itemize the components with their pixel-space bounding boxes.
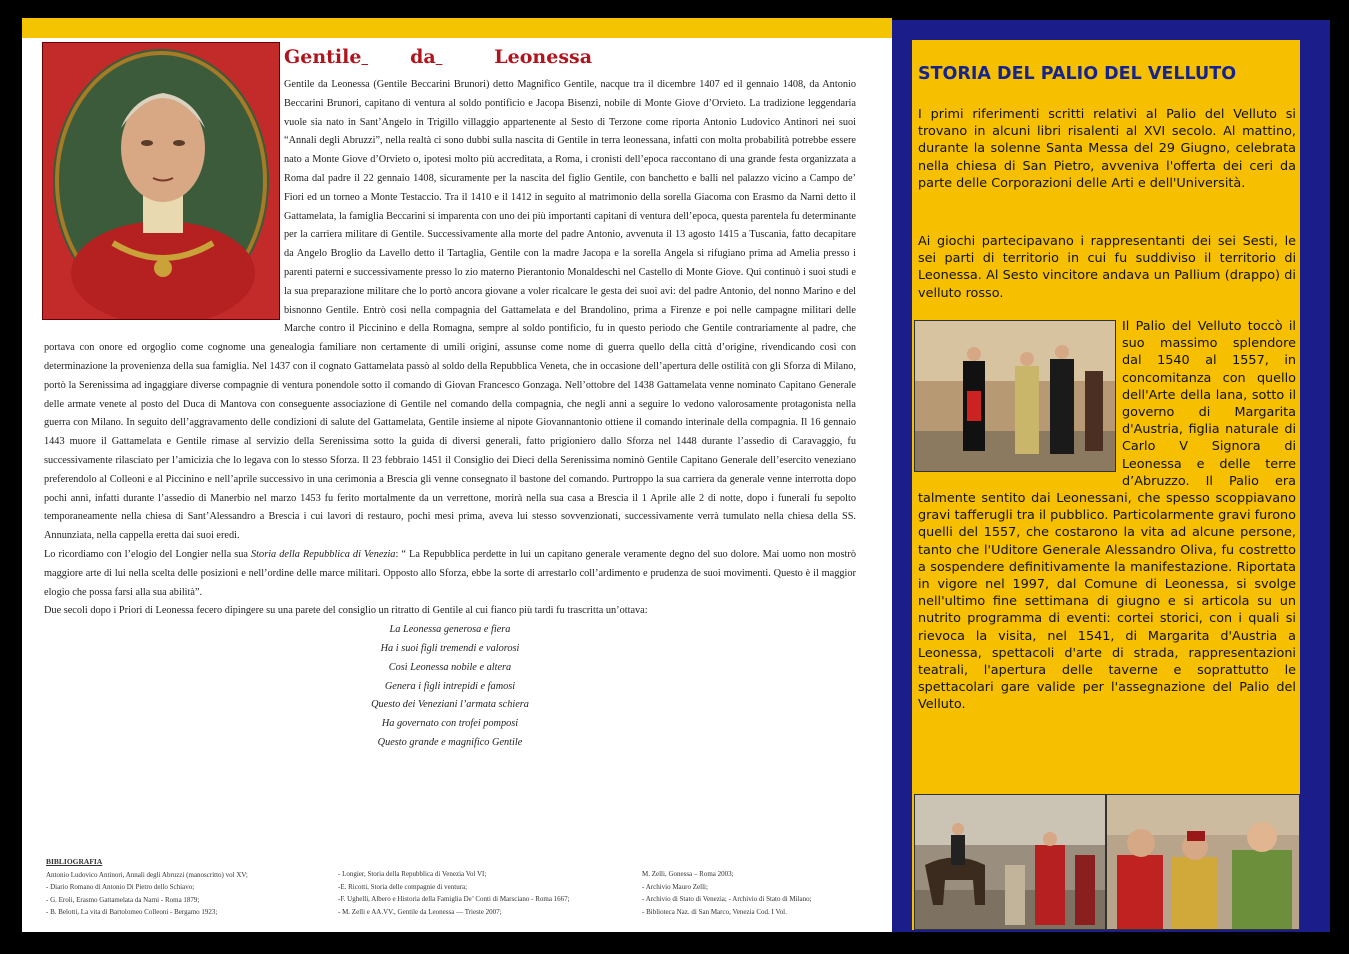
bibliography-col-3 bbox=[642, 868, 882, 918]
bio-title-word-1: Gentile bbox=[284, 46, 362, 68]
bibliography-item: - M. Zelli e AA.VV., Gentile da Leonessa — Trieste 2007; bbox=[338, 907, 502, 916]
yellow-strip bbox=[22, 18, 892, 38]
ottava-line: Questo grande e magnifico Gentile bbox=[377, 736, 523, 748]
palio-paragraph-3-wrap bbox=[918, 318, 1296, 714]
ottava-line: Genera i figli intrepidi e famosi bbox=[384, 680, 516, 692]
palio-paragraph-3: Il Palio del Velluto toccò il suo massimo splendore dal 1540 al 1557, in concomitanza con quello dell'Arte della lana, sotto il governo di Margarita d'Austria, figlia naturale di Carlo V Signora di Leonessa e delle terre d’Abruzzo. Il Palio era talmente sentito dai Leonessani, che spesso scoppiavano gravi tafferugli tra il pubblico. Particolarmente gravi furono quelli del 1557, che costarono la vita ad alcune persone, tanto che l'Uditore Generale Alessandro Oliva, fu costretto a sospendere definitivamente la manifestazione. Riportata in vigore nel 1997, dal Comune di Leonessa, si svolge nell'ultimo fine settimana di giugno e si articola su un nutrito programma di eventi: cortei storici, con i quali si rievoca la visita, nel 1541, di Margarita d'Austria a Leonessa, spettacoli d'arte di strada, rappresentazioni teatrali, l'apertura delle taverne e soprattutto le spettacolari gare valide per l'assegnazione del Palio del Velluto. bbox=[918, 319, 1296, 713]
costume-photo bbox=[1106, 794, 1300, 930]
left-sheet bbox=[22, 18, 892, 932]
ottava-line: La Leonessa generosa e fiera bbox=[389, 624, 511, 636]
bibliography-item: - Longier, Storia della Repubblica di Venezia Vol VI; bbox=[338, 870, 487, 878]
bibliography-item: - Diario Romano di Antonio Di Pietro dello Schiavo; bbox=[46, 883, 195, 892]
bibliography-item: -E. Ricotti, Storia delle compagnie di ventura; bbox=[338, 882, 468, 891]
bibliography-item: M. Zelli, Gonessa – Roma 2003; bbox=[642, 870, 734, 878]
longier-paragraph bbox=[44, 546, 856, 602]
ottava-line: Ha i suoi figli tremendi e valorosi bbox=[380, 642, 520, 654]
ottava-line: Ha governato con trofei pomposi bbox=[381, 718, 519, 730]
horse-photo bbox=[914, 794, 1106, 930]
bibliography-item: -F. Ughelli, Albero e Historia della Famiglia De’ Conti di Marsciano - Roma 1667; bbox=[338, 895, 570, 904]
bio-paragraph: Gentile da Leonessa (Gentile Beccarini Brunori) detto Magnifico Gentile, nacque tra il dicembre 1407 ed il gennaio 1408, da Antonio Beccarini Brunori, capitano di ventura al soldo pontificio e Jacopa Bisenzi, nobile di Monte Giove d’Orvieto. La tradizione leggendaria vuole sia nato in Sant’Angelo in Trigillo villaggio appartenente al Sesto di Terzone come riporta Antonio Ludovico Antinori nei suoi “Annali degli Abruzzi”, nella realtà ci sono dubbi sulla nascita di Gentile in terra leonessana, infatti con molta probabilità potrebbe essere nato a Monte Giove d’Orvieto o, ipotesi molto più accreditata, a Roma, i cronisti dell’epoca raccontano di una grande festa organizzata a Roma dal padre il 22 gennaio 1408, sicuramente per la nascita del figlio Gentile, con banchetto e balli nel palazzo vicino a Campo de’ Fiori ed un torneo a Monte Testaccio. Tra il 1410 e il 1412 in seguito al matrimonio della sorella Giacoma con Erasmo da Narni detto il Gattamelata, la famiglia Beccarini si imparenta con uno dei più importanti capitani di ventura dell’epoca, questa parentela fu determinante per la carriera militare di Gentile. Successivamente alla morte del padre Antonio, avvenuta il 13 agosto 1415 a Tuscania, fatto decapitare da Angelo Broglio da Lavello detto il Tartaglia, Gentile con la madre Jacopa e la sorella Angela si rifugiano prima ad Amelia presso i parenti paterni e successivamente presso lo zio materno Pierantonio Monaldeschi nel Castello di Monte Giove. Qui continuò i suoi studi e la sua preparazione militare che lo portò ancora giovane a voler ricalcare le gesta dei suoi avi: del padre Antonio, del nonno Marino e del bisnonno Gentile. Entrò così nella compagnia del Gattamelata e del Brandolino, prima a Firenze e poi nelle campagne militari delle Marche contro il Piccinino e della Romagna, sempre al soldo pontificio, fu in questo periodo che Gentile contrariamente al padre, che portava con onore ed orgoglio come cognome una genealogia familiare non certamente di umili origini, assunse come nome di guerra quello della città d’origine, rivendicando così con determinazione la provenienza della sua famiglia. Nel 1437 con il cognato Gattamelata passò al soldo della Repubblica Veneta, che in occasione dell’apertura delle ostilità con gli Sforza di Milano, portò la Serenissima ad ingaggiare diverse compagnie di ventura ponendole sotto il comando di Giovan Francesco Gonzaga. Nell’ottobre del 1438 Gattamelata venne nominato Capitano Generale delle armate venete al posto del Duca di Mantova con conseguente associazione di Gentile nel comando della compagnia, che negli anni a seguire lo vedono valorosamente protagonista nella guerra con Milano. In seguito dell’aggravamento delle condizioni di salute del Gattamelata, Gentile insieme al nipote Giovannantonio ottiene il comando interinale della compagnia. Il 16 gennaio 1443 muore il Gattamelata e Gentile rimase al servizio della Serenissima sotto la guida di diversi generali, fatto prigioniero dallo Sforza nel 1448 durante l’assedio di Caravaggio, fu successivamente rilasciato per l’amicizia che lo legava con lo stesso Sforza. Il 23 febbraio 1451 il Consiglio dei Dieci della Serenissima nominò Gentile Capitano Generale dell’esercito veneziano preferendolo al Colleoni e al Piccinino e nell’aprile successivo in una cerimonia a Brescia gli venne consegnato il bastone del comando. Purtroppo la sua carriera da generale venne interrotta dopo pochi anni, infatti durante l’assedio di Manerbio nel marzo 1453 fu ferito mortalmente da un verrettone, morirà nella sua casa a Brescia il 1 Aprile alle 2 di notte, dopo i funerali fu sepolto temporaneamente nella chiesa di Sant’Alessandro a Brescia i cui lavori di restauro, pochi mesi prima, aveva lui stesso sovvenzionati, successivamente verrà tumulato nella chiesa della SS. Annunziata, nella cappella eretta dai suoi eredi. bbox=[44, 79, 856, 542]
bibliography-item: - Biblioteca Naz. di San Marco, Venezia Cod. I Vol. bbox=[642, 907, 787, 916]
bio-title bbox=[284, 46, 593, 68]
bibliography-col-2 bbox=[338, 868, 638, 918]
longier-work: Storia della Repubblica di Venezia bbox=[251, 548, 396, 560]
ottava-line: Così Leonessa nobile e altera bbox=[388, 661, 512, 673]
bio-title-word-3: Leonessa bbox=[494, 46, 593, 68]
ottava-line: Questo dei Veneziani l’armata schiera bbox=[371, 699, 529, 711]
palio-paragraph-1: I primi riferimenti scritti relativi al Palio del Velluto si trovano in alcuni libri risalenti al XVI secolo. Al mattino, durante la solenne Santa Messa del 29 Giugno, celebrata nella chiesa di San Pietro, avveniva l'offerta dei ceri da parte delle Corporazioni delle Arti e dell'Università. bbox=[918, 107, 1296, 191]
bibliography-item: - G. Eroli, Erasmo Gattamelata da Narni - Roma 1879; bbox=[46, 895, 200, 904]
bibliography-item: - Archivio di Stato di Venezia; - Archivio di Stato di Milano; bbox=[642, 895, 812, 904]
palio-paragraph-2: Ai giochi partecipavano i rappresentanti dei sei Sesti, le sei parti di territorio in cui fu suddiviso il territorio di Leonessa. Al Sesto vincitore andava un Pallium (drappo) di velluto rosso. bbox=[918, 234, 1296, 301]
longier-intro: Lo ricordiamo con l’elogio del Longier nella sua bbox=[44, 548, 248, 560]
bibliography-item: Antonio Ludovico Antinori, Annali degli Abruzzi (manoscritto) vol XV; bbox=[46, 870, 248, 879]
bibliography-item: - B. Belotti, La vita di Bartolomeo Colleoni - Bergamo 1923; bbox=[46, 908, 218, 917]
bio-title-word-2: da bbox=[410, 46, 436, 68]
bibliography-heading: BIBLIOGRAFIA bbox=[46, 857, 103, 866]
longier-quote: : “ La Repubblica perdette in lui un capitano generale veramente degno del suo dolore. Mai uomo non mostrò maggiore arte di lui nella scelta delle posizioni e nell’ordine delle marce militari. Opposto allo Sforza, ebbe la sorte di arrestarlo coll’ardimento e prudenza de suoi movimenti. Questo è il maggior elogio che possa farsi alla sua abilità”. bbox=[44, 548, 857, 598]
bio-text bbox=[44, 80, 856, 753]
priori-paragraph: Due secoli dopo i Priori di Leonessa fecero dipingere su una parete del consiglio un ritratto di Gentile al cui fianco più tardi fu trascritta un’ottava: bbox=[44, 605, 648, 617]
palio-title: STORIA DEL PALIO DEL VELLUTO bbox=[918, 64, 1237, 84]
bibliography-col-1 bbox=[46, 856, 336, 919]
bibliography-item: - Archivio Mauro Zelli; bbox=[642, 882, 708, 891]
